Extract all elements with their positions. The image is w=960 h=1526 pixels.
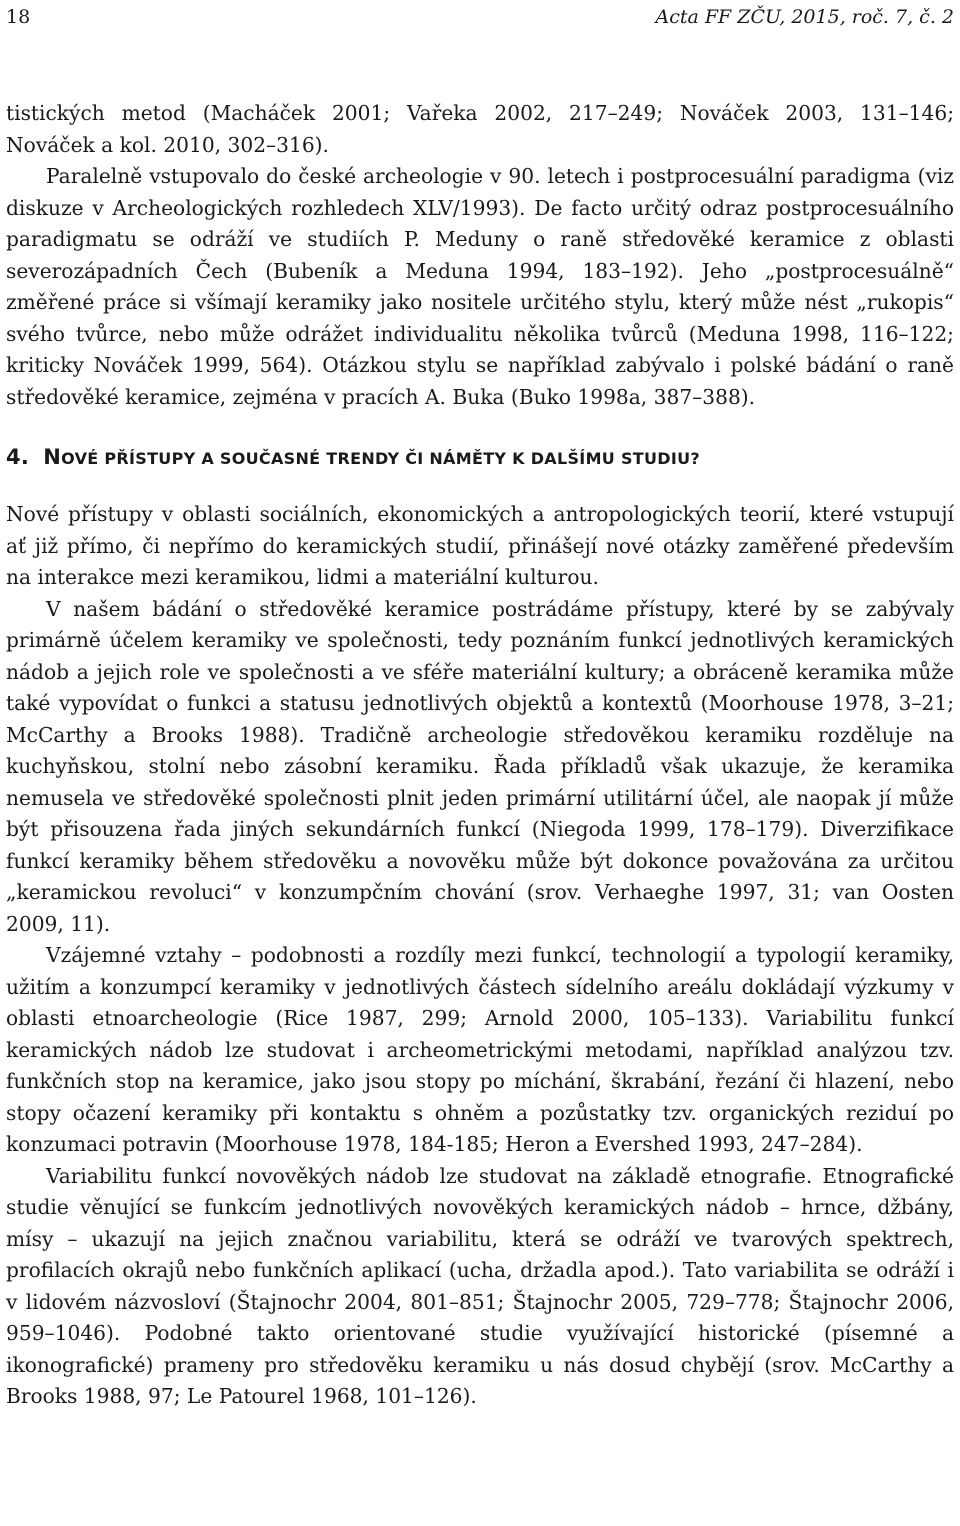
page-number: 18 <box>6 6 31 28</box>
running-head <box>6 0 954 40</box>
page <box>6 0 954 1413</box>
paragraph-ethnography: Variabilitu funkcí novověkých nádob lze studovat na základě etnografie. Etnografické studie věnující se funkcím jednotlivých novověkých keramických nádob – hrnce, džbány, mísy – ukazují na jejich značnou variabilitu, která se odráží ve tvarových spektrech, profilacích okrajů nebo funkčních aplikací (ucha, držadla apod.). Tato variabilita se odráží i v lidovém názvosloví (Štajnochr 2004, 801–851; Štajnochr 2005, 729–778; Štajnochr 2006, 959–1046). Podobné takto orientované studie využívající historické (písemné a ikonografické) prameny pro středověku keramiku u nás dosud chybějí (srov. McCarthy a Brooks 1988, 97; Le Patourel 1968, 101–126). <box>6 1163 954 1408</box>
paragraph-postprocessual: Paralelně vstupovalo do české archeologie v 90. letech i postprocesuální paradigma (viz diskuze v Archeologických rozhledech XLV/1993). De facto určitý odraz postprocesuálního paradigmatu se odráží ve studiích P. Meduny o raně středověké keramice z oblasti severozápadních Čech (Bubeník a Meduna 1994, 183–192). Jeho „postprocesuálně“ změřené práce si všímají keramiky jako nositele určitého stylu, který může nést „rukopis“ svého tvůrce, nebo může odrážet individualitu několika tvůrců (Meduna 1998, 116–122; kriticky Nováček 1999, 564). Otázkou stylu se například zabývalo i polské bádání o raně středověké keramice, zejména v pracích A. Buka (Buko 1998a, 387–388). <box>6 164 954 409</box>
section-title-initial: N <box>43 445 62 469</box>
section-title-rest: OVÉ PŘÍSTUPY A SOUČASNÉ TRENDY ČI NÁMĚTY K DALŠÍMU STUDIU? <box>61 449 700 468</box>
section-heading <box>6 443 954 473</box>
paragraph-continuation: tistických metod (Macháček 2001; Vařeka 2002, 217–249; Nováček 2003, 131–146; Nováček a kol. 2010, 302–316). <box>6 101 954 157</box>
paragraph-new-approaches: Nové přístupy v oblasti sociálních, ekonomických a antropologických teorií, které vstupují ať již přímo, či nepřímo do keramických studií, přinášejí nové otázky zaměřené především na interakce mezi keramikou, lidmi a materiální kulturou. <box>6 502 954 589</box>
paragraph-ethnoarchaeology: Vzájemné vztahy – podobnosti a rozdíly mezi funkcí, technologií a typologií keramiky, užitím a konzumpcí keramiky v jednotlivých částech sídelního areálu dokládají výzkumy v oblasti etnoarcheologie (Rice 1987, 299; Arnold 2000, 105–133). Variabilitu funkcí keramických nádob lze studovat i archeometrickými metodami, například analýzou tzv. funkčních stop na keramice, jako jsou stopy po míchání, škrabání, řezání či hlazení, nebo stopy očazení keramiky při kontaktu s ohněm a pozůstatky tzv. organických reziduí po konzumaci potravin (Moorhouse 1978, 184-185; Heron a Evershed 1993, 247–284). <box>6 943 954 1156</box>
paragraph-function: V našem bádání o středověké keramice postrádáme přístupy, které by se zabývaly primárně účelem keramiky ve společnosti, tedy poznáním funkcí jednotlivých keramických nádob a jejich role ve společnosti a ve sféře materiální kultury; a obráceně keramika může také vypovídat o funkci a statusu jednotlivých objektů a kontextů (Moorhouse 1978, 3–21; McCarthy a Brooks 1988). Tradičně archeologie středověkou keramiku rozděluje na kuchyňskou, stolní nebo zásobní keramiku. Řada příkladů však ukazuje, že keramika nemusela ve středověké společnosti plnit jeden primární utilitární účel, ale naopak jí může být přisouzena řada jiných sekundárních funkcí (Niegoda 1999, 178–179). Diverzifikace funkcí keramiky během středověku a novověku může být dokonce považována za určitou „keramickou revoluci“ v konzumpčním chování (srov. Verhaeghe 1997, 31; van Oosten 2009, 11). <box>6 596 954 936</box>
journal-citation: Acta FF ZČU, 2015, roč. 7, č. 2 <box>655 6 954 28</box>
section-number: 4. <box>6 445 30 469</box>
article-body <box>6 98 954 1413</box>
